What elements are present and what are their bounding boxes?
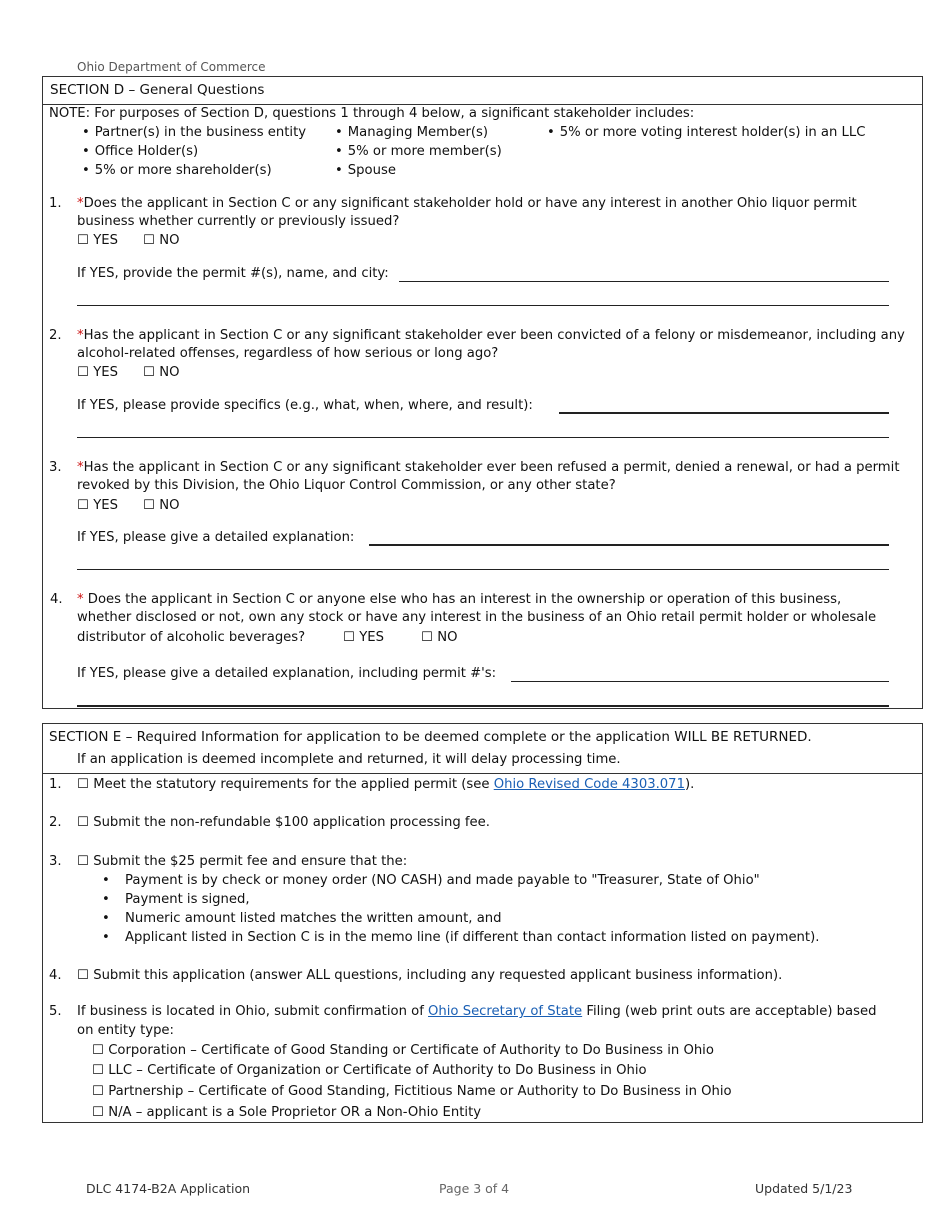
checkbox-icon[interactable]: ☐ (77, 498, 89, 513)
e5-number: 5. (49, 1004, 62, 1019)
stakeholder-spouse: • Spouse (335, 162, 396, 180)
checkbox-icon[interactable]: ☐ (92, 1043, 104, 1058)
e3-number: 3. (49, 854, 62, 869)
checkbox-icon[interactable]: ☐ (143, 233, 155, 248)
footer-updated-date: Updated 5/1/23 (755, 1181, 853, 1196)
checkbox-icon[interactable]: ☐ (77, 815, 89, 830)
q2-yes-option[interactable]: ☐ YES (77, 365, 118, 380)
required-marker: * (77, 460, 84, 475)
stakeholder-shareholder: • 5% or more shareholder(s) (82, 162, 272, 180)
e5-item-line-2: on entity type: (77, 1023, 174, 1038)
e4-number: 4. (49, 968, 62, 983)
q2-followup-label: If YES, please provide specifics (e.g., what, when, where, and result): (77, 398, 533, 413)
entity-option-partnership[interactable]: ☐ Partnership – Certificate of Good Standing, Fictitious Name or Authority to Do Business in Ohio (92, 1084, 732, 1099)
checkbox-icon[interactable]: ☐ (92, 1063, 104, 1078)
checkbox-icon[interactable]: ☐ (77, 854, 89, 869)
q4-number: 4. (50, 592, 63, 607)
q2-number: 2. (49, 328, 62, 343)
e4-item: ☐ Submit this application (answer ALL questions, including any requested applicant business information). (77, 968, 783, 983)
q4-yes-option[interactable]: ☐ YES (343, 630, 384, 645)
stakeholder-note: NOTE: For purposes of Section D, questions 1 through 4 below, a significant stakeholder includes: (49, 106, 695, 121)
stakeholder-managing-member: • Managing Member(s) (335, 124, 488, 142)
q1-no-option[interactable]: ☐ NO (143, 233, 180, 248)
fee-bullet-2: • Payment is signed, (102, 892, 250, 907)
entity-option-na[interactable]: ☐ N/A – applicant is a Sole Proprietor OR a Non-Ohio Entity (92, 1105, 482, 1120)
q2-answer-line-1[interactable] (559, 412, 889, 414)
q4-answer-line-2[interactable] (77, 705, 889, 707)
e5-item: If business is located in Ohio, submit confirmation of Ohio Secretary of State Filing (web print outs are acceptable) based (77, 1004, 877, 1019)
checkbox-icon[interactable]: ☐ (92, 1084, 104, 1099)
checkbox-icon[interactable]: ☐ (143, 365, 155, 380)
q3-yes-option[interactable]: ☐ YES (77, 498, 118, 513)
required-marker: * (77, 328, 84, 343)
required-marker: * (77, 196, 84, 211)
footer-form-number: DLC 4174-B2A Application (86, 1181, 251, 1196)
ohio-secretary-of-state-link[interactable]: Ohio Secretary of State (428, 1004, 583, 1019)
entity-option-corporation[interactable]: ☐ Corporation – Certificate of Good Standing or Certificate of Authority to Do Business in Ohio (92, 1043, 714, 1058)
q4-text-line-3: distributor of alcoholic beverages? (77, 630, 306, 645)
checkbox-icon[interactable]: ☐ (77, 968, 89, 983)
q1-text: *Does the applicant in Section C or any significant stakeholder hold or have any interest in another Ohio liquor permit business whether currently or previously issued? (77, 196, 857, 229)
q3-number: 3. (49, 460, 62, 475)
required-marker: * (77, 592, 84, 607)
q1-followup-label: If YES, provide the permit #(s), name, and city: (77, 266, 389, 281)
q3-followup-label: If YES, please give a detailed explanation: (77, 530, 355, 545)
checkbox-icon[interactable]: ☐ (421, 630, 433, 645)
q1-answer-line-2[interactable] (77, 305, 889, 306)
q4-followup-label: If YES, please give a detailed explanation, including permit #'s: (77, 666, 497, 681)
checkbox-icon[interactable]: ☐ (77, 233, 89, 248)
q2-text: *Has the applicant in Section C or any significant stakeholder ever been convicted of a felony or misdemeanor, including any alcohol-related offenses, regardless of how serious or long ago? (77, 328, 905, 361)
q4-text-line-1: * Does the applicant in Section C or anyone else who has an interest in the ownership or operation of this business, (77, 592, 842, 607)
stakeholder-voting-holder: • 5% or more voting interest holder(s) in an LLC (547, 124, 865, 142)
stakeholder-partner: • Partner(s) in the business entity (82, 124, 306, 142)
department-name: Ohio Department of Commerce (77, 60, 266, 74)
checkbox-icon[interactable]: ☐ (92, 1105, 104, 1120)
checkbox-icon[interactable]: ☐ (343, 630, 355, 645)
e3-item: ☐ Submit the $25 permit fee and ensure that the: (77, 854, 408, 869)
q4-answer-line-1[interactable] (511, 681, 889, 682)
checkbox-icon[interactable]: ☐ (77, 777, 89, 792)
q3-no-option[interactable]: ☐ NO (143, 498, 180, 513)
q1-answer-line-1[interactable] (399, 281, 889, 282)
checkbox-icon[interactable]: ☐ (77, 365, 89, 380)
checkbox-icon[interactable]: ☐ (143, 498, 155, 513)
entity-option-llc[interactable]: ☐ LLC – Certificate of Organization or Certificate of Authority to Do Business in Ohio (92, 1063, 647, 1078)
q2-no-option[interactable]: ☐ NO (143, 365, 180, 380)
e2-number: 2. (49, 815, 62, 830)
section-d-title: SECTION D – General Questions (43, 77, 922, 105)
e1-number: 1. (49, 777, 62, 792)
e1-item: ☐ Meet the statutory requirements for the applied permit (see Ohio Revised Code 4303.071). (77, 777, 695, 792)
fee-bullet-1: • Payment is by check or money order (NO CASH) and made payable to "Treasurer, State of Ohio" (102, 873, 760, 888)
q3-text: *Has the applicant in Section C or any significant stakeholder ever been refused a permit, denied a renewal, or had a permit revoked by this Division, the Ohio Liquor Control Commission, or any other state? (77, 460, 900, 493)
fee-bullet-3: • Numeric amount listed matches the written amount, and (102, 911, 502, 926)
section-e-title: SECTION E – Required Information for application to be deemed complete or the application WILL BE RETURNED. (49, 729, 812, 745)
fee-bullet-4: • Applicant listed in Section C is in the memo line (if different than contact information listed on payment). (102, 930, 820, 945)
q3-answer-line-2[interactable] (77, 569, 889, 570)
q4-no-option[interactable]: ☐ NO (421, 630, 458, 645)
stakeholder-member: • 5% or more member(s) (335, 143, 502, 161)
q3-answer-line-1[interactable] (369, 544, 889, 546)
section-e-subtitle: If an application is deemed incomplete and returned, it will delay processing time. (77, 752, 621, 767)
section-e-header-divider (43, 773, 922, 774)
e2-item: ☐ Submit the non-refundable $100 application processing fee. (77, 815, 490, 830)
footer-page-number: Page 3 of 4 (439, 1181, 510, 1196)
q1-number: 1. (49, 196, 62, 211)
q2-answer-line-2[interactable] (77, 437, 889, 438)
ohio-revised-code-link[interactable]: Ohio Revised Code 4303.071 (493, 777, 685, 792)
q4-text-line-2: whether disclosed or not, own any stock or have any interest in the business of an Ohio retail permit holder or wholesale (77, 610, 877, 625)
stakeholder-office-holder: • Office Holder(s) (82, 143, 198, 161)
q1-yes-option[interactable]: ☐ YES (77, 233, 118, 248)
